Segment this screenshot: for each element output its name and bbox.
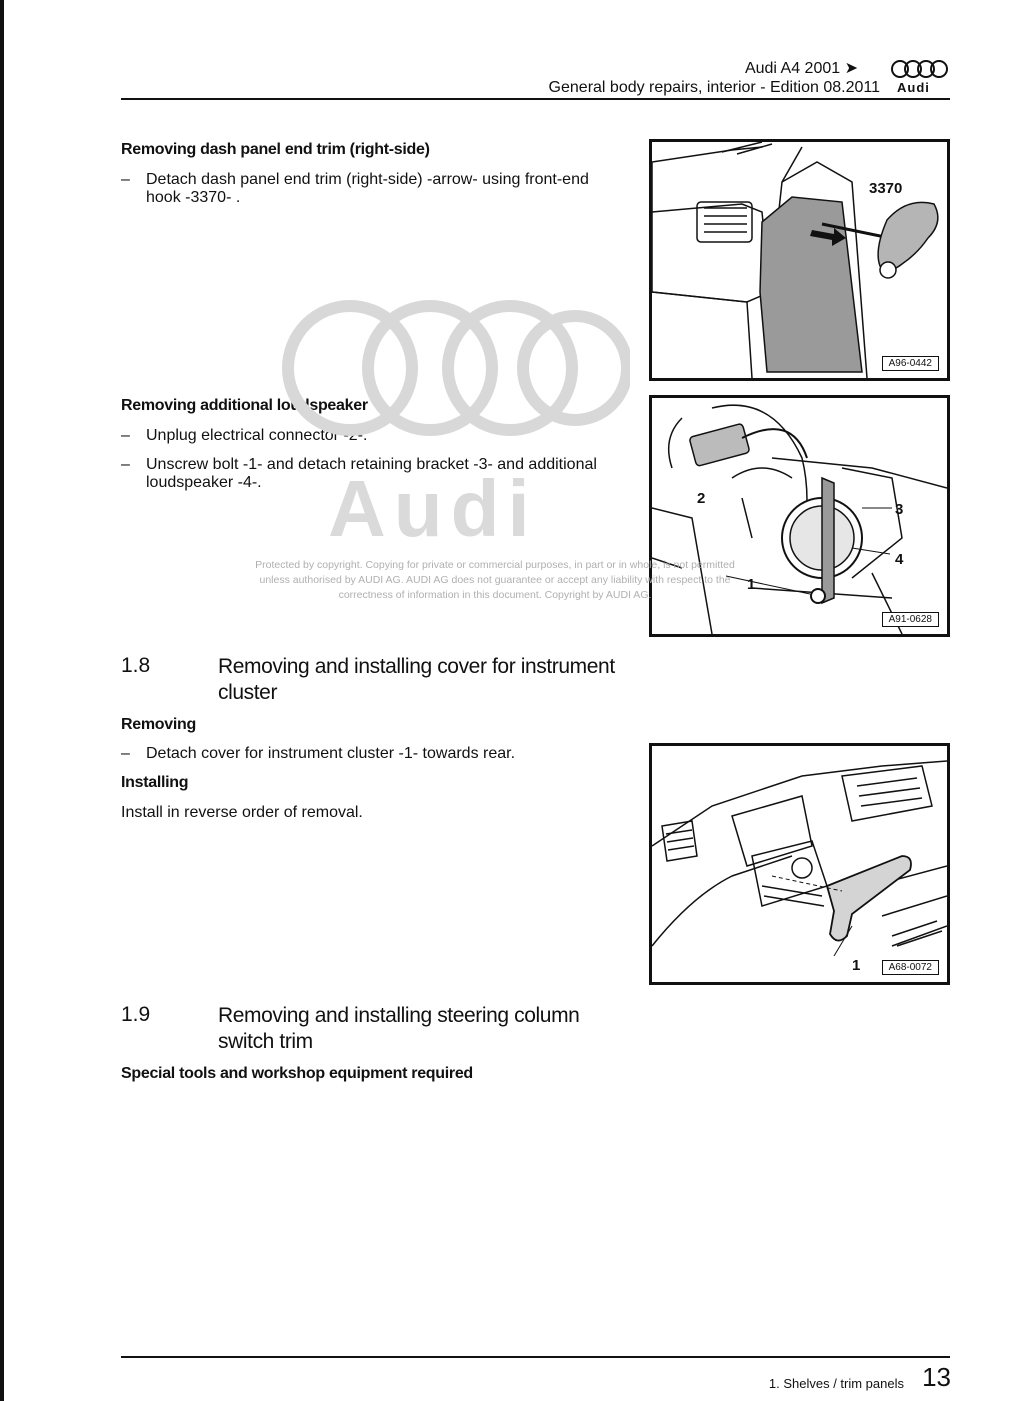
page-edge-bar [0,0,4,1401]
callout-1: 1 [852,957,861,974]
step-cluster-1 [121,745,616,763]
callout-1: 1 [747,576,756,593]
callout-3: 3 [895,501,904,518]
audi-logo-word: Audi [897,80,930,95]
dash-bullet: – [121,456,130,473]
step-dash-1 [121,171,616,207]
audi-logo [890,58,950,95]
copyright-notice: Protected by copyright. Copying for private or commercial purposes, in part or in whole, is not permitted unless authorised by AUDI AG. AUDI AG does not guarantee or accept any liability with respect to the correctness of information in this document. Copyright by AUDI AG. [255,559,735,601]
edition-subtitle: General body repairs, interior - Edition 08.2011 [548,79,880,96]
callout-2: 2 [697,490,706,507]
figure-instrument-cluster-cover [649,743,950,985]
dash-bullet: – [121,427,130,444]
subheading-special-tools: Special tools and workshop equipment required [121,1065,473,1082]
manual-title: Audi A4 2001 ➤ [744,60,858,77]
subheading-removing: Removing [121,716,196,733]
instrument-cluster-illustration [652,746,947,982]
dash-bullet: – [121,171,130,188]
callout-3370: 3370 [869,180,903,197]
section-number-1-9: 1.9 [121,1003,151,1026]
section-title-1-8: Removing and installing cover for instrument cluster [218,655,615,704]
subheading-installing: Installing [121,774,189,791]
audi-watermark [280,288,630,553]
figure-code: A91-0628 [882,612,939,627]
header-rule [121,98,950,100]
step-text: Detach dash panel end trim (right-side) -arrow- using front-end hook -3370- . [146,171,589,206]
dash-panel-illustration [652,142,947,378]
step-text: Unscrew bolt -1- and detach retaining bracket -3- and additional loudspeaker -4-. [146,456,597,491]
figure-dash-panel-end-trim [649,139,950,381]
page-number: 13 [922,1362,951,1392]
installing-text: Install in reverse order of removal. [121,804,363,821]
heading-dash-panel-end-trim: Removing dash panel end trim (right-side) [121,141,430,158]
footer-rule [121,1356,950,1358]
figure-code: A96-0442 [882,356,939,371]
step-text: Detach cover for instrument cluster -1- towards rear. [146,745,516,762]
audi-rings-icon [890,58,950,80]
dash-bullet: – [121,745,130,762]
footer-chapter: 1. Shelves / trim panels [768,1376,904,1391]
watermark-word: Audi [328,464,538,553]
step-text: Unplug electrical connector -2-. [146,427,368,444]
figure-code: A68-0072 [882,960,939,975]
heading-additional-loudspeaker: Removing additional loudspeaker [121,397,368,414]
callout-4: 4 [895,551,904,568]
section-title-1-9: Removing and installing steering column switch trim [218,1004,580,1053]
section-number-1-8: 1.8 [121,654,151,677]
